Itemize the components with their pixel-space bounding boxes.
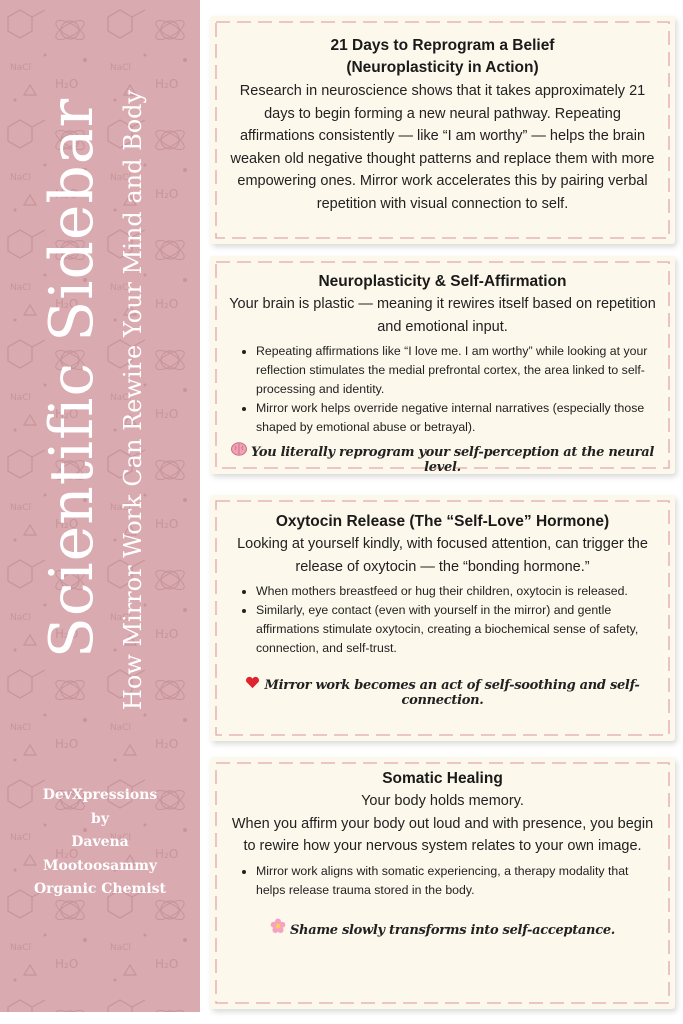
list-item: • Repeating affirmations like “I love me. I am worthy” while looking at your reflection stimulates the medial prefrontal cortex, the area linked to self-processing and identity. (256, 342, 659, 399)
card-oxytocin (210, 495, 675, 741)
card-lead-line: When you affirm your body out loud and with presence, you begin to rewire how your nervous system relates to your own image. (231, 815, 654, 854)
credit-line: Mootoosammy (42, 857, 158, 874)
card-title: Neuroplasticity & Self-Affirmation (318, 273, 567, 290)
card-title-line: (Neuroplasticity in Action) (346, 59, 539, 76)
credit-line: Organic Chemist (33, 881, 167, 897)
sidebar-title: Scientific Sidebar (37, 97, 107, 659)
card-lead: Your brain is plastic — meaning it rewires itself based on repetition and emotional input. (229, 296, 656, 335)
bullet-list (226, 862, 659, 900)
callout (226, 676, 659, 708)
author-credits (0, 784, 200, 902)
card-21-days (210, 16, 675, 244)
bullet-list (226, 342, 659, 437)
card-somatic-healing (210, 757, 675, 1009)
sidebar (0, 0, 200, 1012)
callout-text: Shame slowly transforms into self-acceptance. (289, 922, 616, 938)
red-heart-icon (245, 676, 260, 693)
card-title: Oxytocin Release (The “Self-Love” Hormone) (275, 513, 610, 530)
callout (226, 918, 659, 938)
callout (226, 442, 659, 475)
credit-line: by (91, 810, 109, 827)
bullet-list (226, 582, 659, 658)
list-item: • Mirror work aligns with somatic experiencing, a therapy modality that helps release trauma stored in the body. (256, 862, 659, 900)
list-item: • Mirror work helps override negative internal narratives (especially those shaped by emotional abuse or betrayal). (256, 399, 659, 437)
card-lead: Looking at yourself kindly, with focused attention, can trigger the release of oxytocin — the “bonding hormone.” (237, 536, 648, 575)
credit-line: DevXpressions (42, 787, 158, 803)
sidebar-subtitle: How Mirror Work Can Rewire Your Mind and Body (119, 89, 147, 711)
card-title: Somatic Healing (382, 770, 503, 787)
list-item: • Similarly, eye contact (even with yourself in the mirror) and gentle affirmations stimulate oxytocin, creating a biochemical sense of safety, connection, and self-trust. (256, 601, 659, 658)
card-body: Research in neuroscience shows that it takes approximately 21 days to begin forming a new neural pathway. Repeating affirmations consistently — like “I am worthy” — helps the brain weaken old negative thought patterns and replace them with more empowering ones. Mirror work accelerates this by pairing verbal repetition with visual connection to self. (230, 83, 655, 212)
pink-flower-icon (270, 918, 286, 938)
callout-text: Mirror work becomes an act of self-soothing and self-connection. (264, 678, 640, 708)
brain-icon (231, 442, 247, 460)
list-item: • When mothers breastfeed or hug their children, oxytocin is released. (256, 582, 659, 601)
card-title-line: 21 Days to Reprogram a Belief (330, 37, 555, 54)
credit-line: Davena (71, 834, 129, 850)
card-neuroplasticity (210, 256, 675, 474)
callout-text: You literally reprogram your self-perception at the neural level. (251, 445, 654, 475)
card-title (226, 35, 659, 79)
card-lead-line: Your body holds memory. (361, 793, 524, 809)
